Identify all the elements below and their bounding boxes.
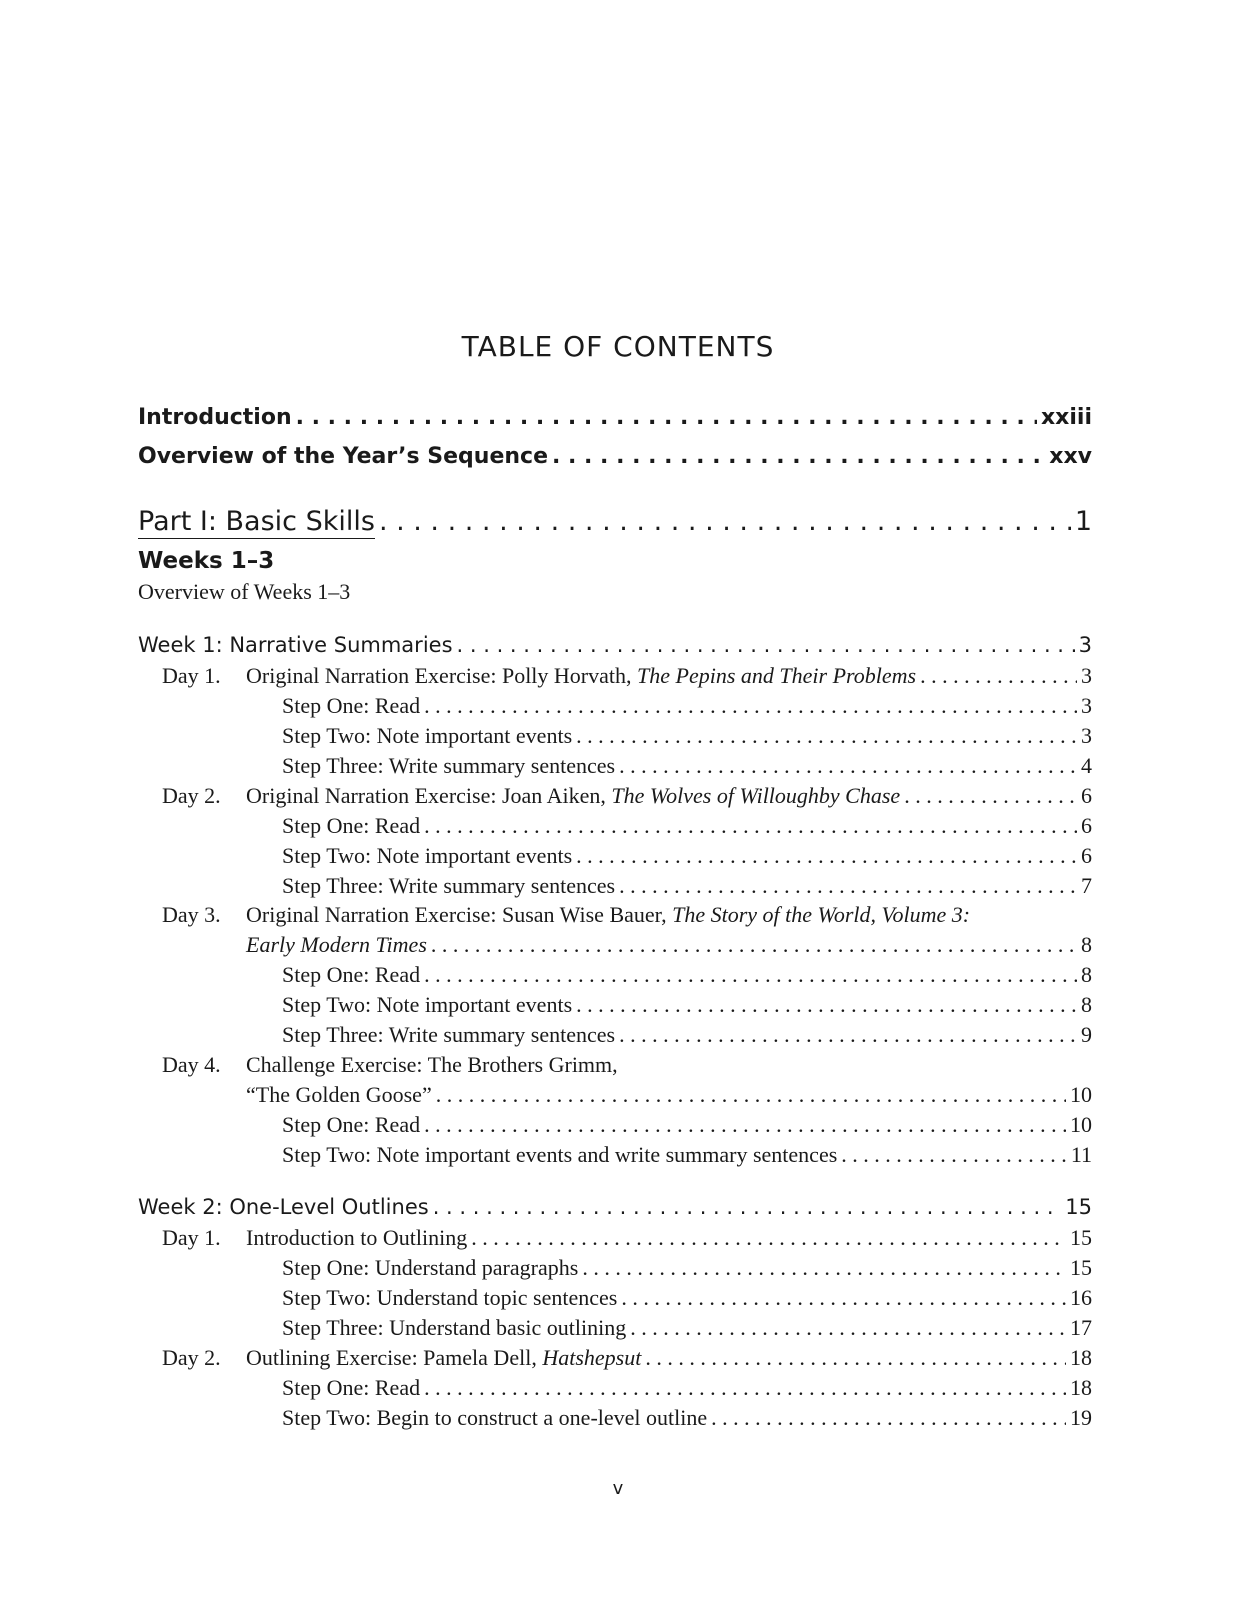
- week-label: Week 1: Narrative Summaries: [138, 633, 453, 657]
- step-label: Step Two: Note important events: [282, 723, 573, 748]
- entry-page: 19: [1070, 1405, 1092, 1430]
- toc-entry-step: [282, 1285, 1092, 1311]
- toc-entry-day: [162, 902, 1092, 928]
- toc-entry-step: [282, 962, 1092, 988]
- part-label: Part I: Basic Skills: [138, 506, 375, 537]
- day-text: Original Narration Exercise: Polly Horvath,: [246, 663, 638, 688]
- work-title-continued: Early Modern Times: [246, 932, 427, 957]
- toc-entry-day-continued: [246, 1082, 1092, 1108]
- leader-dots: [582, 1255, 1066, 1281]
- leader-dots: [619, 873, 1077, 899]
- leader-dots: [433, 1195, 1062, 1219]
- work-title: The Pepins and Their Problems: [637, 663, 917, 688]
- step-label: Step One: Read: [282, 1112, 421, 1137]
- entry-page: 4: [1081, 753, 1092, 778]
- step-label: Step One: Read: [282, 813, 421, 838]
- toc-entry-step: [282, 1255, 1092, 1281]
- entry-page: 15: [1070, 1225, 1092, 1250]
- toc-entry-step: [282, 693, 1092, 719]
- toc-entry-part1: [138, 506, 1092, 539]
- day-text: Original Narration Exercise: Joan Aiken,: [246, 783, 612, 808]
- leader-dots: [424, 693, 1077, 719]
- work-title: Hatshepsut: [542, 1345, 642, 1370]
- leader-dots: [645, 1345, 1066, 1371]
- leader-dots: [424, 962, 1077, 988]
- entry-page: 15: [1065, 1195, 1092, 1219]
- step-label: Step Three: Write summary sentences: [282, 873, 616, 898]
- entry-page: xxiii: [1040, 405, 1092, 430]
- page-title: TABLE OF CONTENTS: [461, 330, 775, 363]
- toc-entry-step: [282, 843, 1092, 869]
- entry-page: 11: [1070, 1142, 1092, 1167]
- entry-page: 15: [1070, 1255, 1092, 1280]
- day-number: Day 1.: [162, 663, 221, 688]
- leader-dots: [619, 1022, 1077, 1048]
- toc-entry-step: [282, 1375, 1092, 1401]
- leader-dots: [424, 1112, 1066, 1138]
- leader-dots: [711, 1405, 1066, 1431]
- leader-dots: [424, 1375, 1066, 1401]
- toc-entry-step: [282, 813, 1092, 839]
- toc-entry-step: [282, 1142, 1092, 1168]
- day-number: Day 2.: [162, 783, 221, 808]
- work-title-continued: “The Golden Goose”: [246, 1082, 432, 1107]
- toc-entry-step: [282, 1022, 1092, 1048]
- entry-page: 7: [1081, 873, 1092, 898]
- entry-page: 18: [1070, 1345, 1092, 1370]
- toc-entry-step: [282, 992, 1092, 1018]
- step-label: Step Three: Write summary sentences: [282, 753, 616, 778]
- step-label: Step One: Understand paragraphs: [282, 1255, 579, 1280]
- leader-dots: [841, 1142, 1067, 1168]
- leader-dots: [436, 1082, 1066, 1108]
- step-label: Step Three: Understand basic outlining: [282, 1315, 627, 1340]
- entry-page: 6: [1081, 783, 1092, 808]
- step-label: Step Three: Write summary sentences: [282, 1022, 616, 1047]
- leader-dots: [904, 783, 1077, 809]
- entry-page: 3: [1081, 663, 1092, 688]
- entry-page: 8: [1081, 932, 1092, 957]
- day-number: Day 4.: [162, 1052, 221, 1077]
- step-label: Step One: Read: [282, 1375, 421, 1400]
- day-number: Day 2.: [162, 1345, 221, 1370]
- entry-page: 3: [1081, 693, 1092, 718]
- entry-page: 8: [1081, 962, 1092, 987]
- entry-page: 10: [1070, 1082, 1092, 1107]
- step-label: Step Two: Note important events and write summary sentences: [282, 1142, 838, 1167]
- day-text: Original Narration Exercise: Susan Wise Bauer,: [246, 902, 673, 927]
- leader-dots: [619, 753, 1077, 779]
- day-text: Outlining Exercise: Pamela Dell,: [246, 1345, 543, 1370]
- leader-dots: [552, 444, 1045, 469]
- toc-entry-step: [282, 873, 1092, 899]
- weeks-heading: Weeks 1–3: [138, 548, 275, 574]
- day-number: Day 1.: [162, 1225, 221, 1250]
- leader-dots: [576, 723, 1077, 749]
- step-label: Step Two: Begin to construct a one-level outline: [282, 1405, 708, 1430]
- toc-entry-day: [162, 1225, 1092, 1251]
- entry-label: Introduction: [138, 405, 292, 430]
- entry-page: 6: [1081, 843, 1092, 868]
- work-title: The Wolves of Willoughby Chase: [611, 783, 901, 808]
- work-title: The Story of the World, Volume 3:: [672, 902, 971, 927]
- leader-dots: [630, 1315, 1066, 1341]
- entry-page: 3: [1081, 723, 1092, 748]
- leader-dots: [296, 405, 1037, 430]
- leader-dots: [576, 843, 1077, 869]
- leader-dots: [471, 1225, 1066, 1251]
- toc-entry-day: [162, 1345, 1092, 1371]
- toc-entry-step: [282, 1315, 1092, 1341]
- entry-page: 18: [1070, 1375, 1092, 1400]
- entry-label: Overview of the Year’s Sequence: [138, 444, 548, 469]
- leader-dots: [431, 932, 1077, 958]
- toc-entry-day: [162, 663, 1092, 689]
- weeks-overview: Overview of Weeks 1–3: [138, 579, 351, 604]
- toc-entry-step: [282, 1112, 1092, 1138]
- toc-entry-overview: [138, 444, 1092, 469]
- day-number: Day 3.: [162, 902, 221, 927]
- toc-entry-step: [282, 1405, 1092, 1431]
- entry-page: 9: [1081, 1022, 1092, 1047]
- entry-page: 17: [1070, 1315, 1092, 1340]
- entry-page: 16: [1070, 1285, 1092, 1310]
- day-text: Introduction to Outlining: [246, 1225, 468, 1250]
- toc-entry-week2: [138, 1195, 1092, 1219]
- leader-dots: [424, 813, 1077, 839]
- step-label: Step One: Read: [282, 693, 421, 718]
- step-label: Step Two: Note important events: [282, 843, 573, 868]
- leader-dots: [920, 663, 1077, 689]
- toc-entry-day-continued: [246, 932, 1092, 958]
- toc-entry-step: [282, 753, 1092, 779]
- step-label: Step Two: Understand topic sentences: [282, 1285, 618, 1310]
- week-label: Week 2: One-Level Outlines: [138, 1195, 429, 1219]
- toc-entry-step: [282, 723, 1092, 749]
- leader-dots: [621, 1285, 1066, 1311]
- step-label: Step One: Read: [282, 962, 421, 987]
- leader-dots: [379, 506, 1071, 537]
- entry-page: 8: [1081, 992, 1092, 1017]
- entry-page: 10: [1070, 1112, 1092, 1137]
- toc-entry-day: [162, 1052, 1092, 1078]
- entry-page: 1: [1074, 506, 1092, 537]
- leader-dots: [457, 633, 1075, 657]
- entry-page: xxv: [1049, 444, 1092, 469]
- toc-entry-week1: [138, 633, 1092, 657]
- toc-entry-day: [162, 783, 1092, 809]
- day-text: Challenge Exercise: The Brothers Grimm,: [246, 1052, 618, 1077]
- entry-page: 3: [1078, 633, 1092, 657]
- leader-dots: [576, 992, 1077, 1018]
- entry-page: 6: [1081, 813, 1092, 838]
- toc-entry-introduction: [138, 405, 1092, 430]
- step-label: Step Two: Note important events: [282, 992, 573, 1017]
- page-number: v: [612, 1478, 624, 1499]
